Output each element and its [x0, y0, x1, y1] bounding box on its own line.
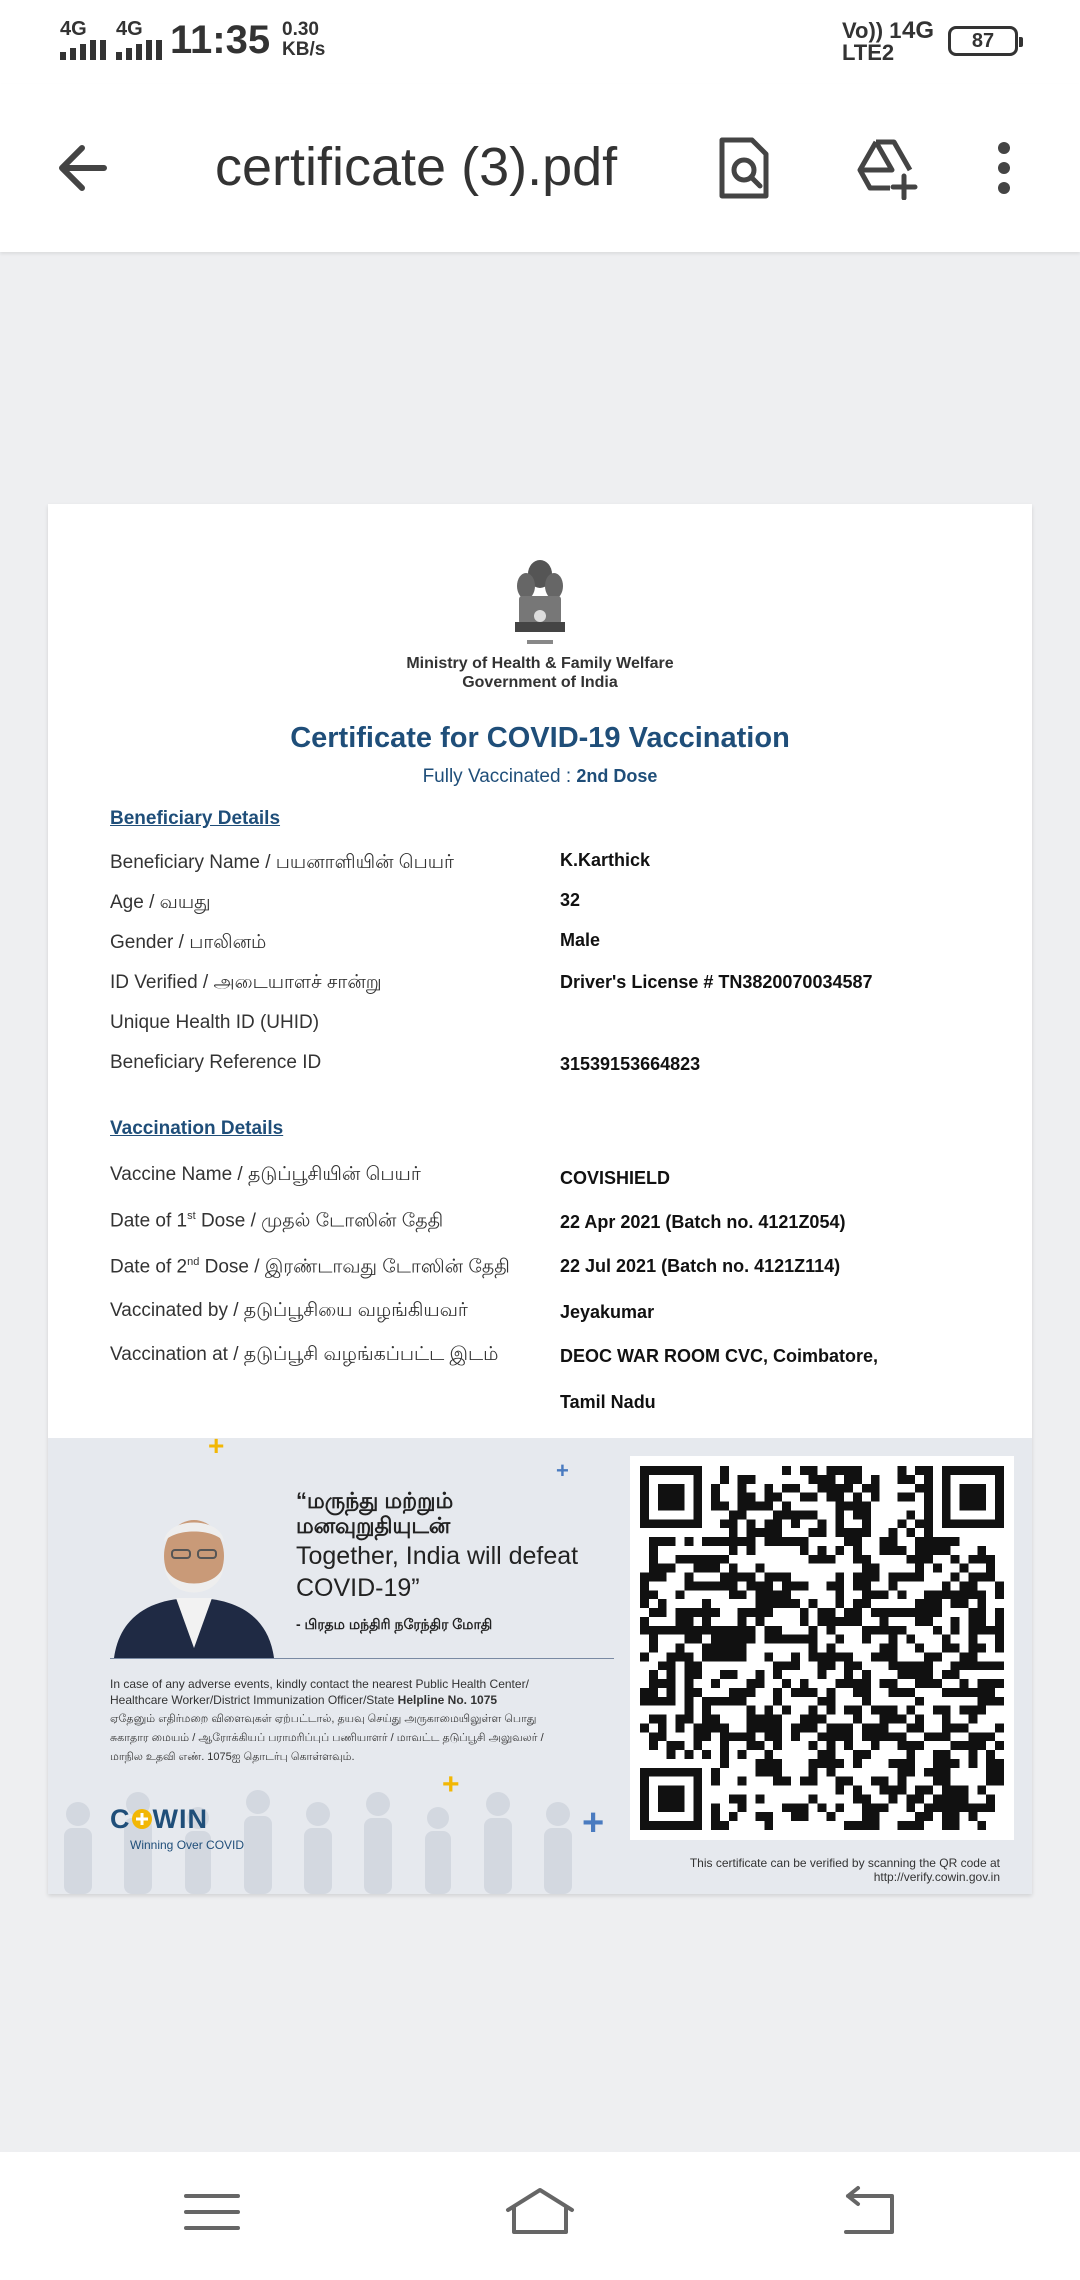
arrow-left-icon[interactable]	[52, 136, 116, 200]
vaccine-name-label: Vaccine Name / தடுப்பூசியின் பெயர்	[110, 1164, 421, 1185]
beneficiary-name-label: Beneficiary Name / பயனாளியின் பெயர்	[110, 852, 454, 873]
navigation-bar	[0, 2152, 1080, 2280]
vaccination-heading: Vaccination Details	[110, 1118, 284, 1139]
pdf-page[interactable]	[48, 504, 1032, 1894]
age-value: 32	[560, 890, 581, 910]
lte-label: LTE2	[842, 40, 895, 65]
reference-id-label: Beneficiary Reference ID	[110, 1052, 322, 1073]
dose1-label-post: Dose / முதல் டோஸின் தேதி	[195, 1210, 444, 1232]
dose1-label-pre: Date of 1	[110, 1210, 188, 1232]
sim2-network: 4G	[116, 18, 143, 40]
vaccination-status	[48, 766, 1032, 788]
battery-icon: 87	[948, 26, 1018, 56]
adverse-events-tamil-line1: ஏதேனும் எதிர்மறை விளைவுகள் ஏற்பட்டால், தயவு செய்து அருகாமையிலுள்ள பொது	[110, 1713, 537, 1725]
vaccine-name-value: COVISHIELD	[560, 1168, 671, 1188]
beneficiary-name-value: K.Karthick	[560, 850, 651, 870]
sim1-network: 4G	[60, 18, 87, 40]
adverse-events-tamil	[110, 1710, 620, 1767]
ministry-heading	[48, 654, 1032, 692]
quote-tamil-line1: “மருந்து மற்றும்	[296, 1488, 454, 1513]
adverse-events-english	[110, 1676, 620, 1708]
plus-decoration-icon: +	[556, 1458, 569, 1483]
volte-label: Vo)) 1	[842, 18, 902, 43]
quote-tamil	[296, 1488, 576, 1538]
cowin-logo-post: WIN	[152, 1804, 208, 1834]
dose2-label-pre: Date of 2	[110, 1256, 188, 1278]
id-verified-value: Driver's License # TN3820070034587	[560, 972, 873, 992]
banner-divider	[110, 1658, 614, 1659]
cowin-banner	[48, 1430, 1032, 1894]
vaccination-status-value: 2nd Dose	[576, 766, 658, 786]
dose2-label	[110, 1256, 510, 1280]
volte-indicator	[842, 20, 901, 64]
quote-english-line1: Together, India will defeat	[296, 1542, 579, 1570]
vaccination-status-label: Fully Vaccinated :	[422, 766, 572, 787]
quote-english-line2: COVID-19”	[296, 1574, 420, 1602]
plus-decoration-icon: +	[442, 1768, 460, 1801]
certificate-title: Certificate for COVID-19 Vaccination	[290, 722, 790, 754]
vaccination-at-value-line2: Tamil Nadu	[560, 1392, 656, 1412]
qr-code[interactable]	[630, 1456, 1014, 1840]
clock: 11:35	[170, 18, 271, 62]
ministry-line2: Government of India	[462, 674, 618, 691]
document-search-icon[interactable]	[712, 136, 776, 200]
dose2-value: 22 Jul 2021 (Batch no. 4121Z114)	[560, 1256, 841, 1276]
gender-label: Gender / பாலினம்	[110, 932, 267, 953]
cowin-logo	[110, 1804, 208, 1835]
network-speed	[282, 20, 325, 60]
network-speed-value: 0.30	[282, 19, 319, 40]
gender-value: Male	[560, 930, 601, 950]
uhid-label: Unique Health ID (UHID)	[110, 1012, 320, 1033]
cowin-tagline: Winning Over COVID	[130, 1838, 245, 1852]
dose1-label	[110, 1210, 443, 1234]
vaccinated-by-label: Vaccinated by / தடுப்பூசியை வழங்கியவர்	[110, 1300, 468, 1321]
vaccinated-by-value: Jeyakumar	[560, 1302, 655, 1322]
reference-id-value: 31539153664823	[560, 1054, 701, 1074]
verify-note-line1: This certificate can be verified by scanning the QR code at	[689, 1856, 1000, 1870]
more-vert-icon[interactable]	[984, 136, 1024, 200]
dose2-label-sup: nd	[187, 1256, 200, 1268]
adverse-events-tamil-line2: சுகாதார மையம் / ஆரோக்கியப் பராமரிப்புப் பணியாளர் / மாவட்ட தடுப்பூசி அலுவலர் /	[110, 1732, 544, 1744]
vaccination-at-value: DEOC WAR ROOM CVC, Coimbatore,	[560, 1346, 879, 1366]
status-bar	[0, 0, 1080, 84]
id-verified-label: ID Verified / அடையாளச் சான்று	[110, 972, 382, 993]
document-title: certificate (3).pdf	[215, 137, 618, 197]
home-icon[interactable]	[500, 2182, 580, 2242]
quote-attribution: - பிரதம மந்திரி நரேந்திர மோதி	[296, 1616, 493, 1632]
adverse-events-tamil-line3: மாநில உதவி எண். 1075ஐ தொடர்பு கொள்ளவும்.	[110, 1751, 355, 1763]
national-emblem-icon	[509, 556, 571, 652]
verify-note-line2: http://verify.cowin.gov.in	[873, 1870, 1000, 1884]
dose1-value: 22 Apr 2021 (Batch no. 4121Z054)	[560, 1212, 846, 1232]
adverse-events-english-line1: In case of any adverse events, kindly contact the nearest Public Health Center/	[110, 1677, 529, 1691]
cowin-plus-icon	[131, 1808, 153, 1830]
ministry-line1: Ministry of Health & Family Welfare	[406, 655, 674, 672]
back-nav-icon[interactable]	[828, 2182, 908, 2242]
network-speed-unit: KB/s	[282, 39, 326, 60]
dose2-label-post: Dose / இரண்டாவது டோஸின் தேதி	[199, 1256, 510, 1278]
cowin-logo-pre: C	[110, 1804, 131, 1834]
plus-decoration-icon: +	[208, 1430, 225, 1461]
quote-tamil-line2: மனவுறுதியுடன்	[296, 1513, 451, 1538]
qr-code-icon	[640, 1466, 1004, 1830]
adverse-events-english-line2: Healthcare Worker/District Immunization Officer/State	[110, 1693, 395, 1707]
verify-note	[640, 1856, 1000, 1884]
menu-icon[interactable]	[172, 2182, 252, 2242]
helpline-number: Helpline No. 1075	[397, 1693, 498, 1707]
app-bar	[0, 84, 1080, 252]
age-label: Age / வயது	[110, 892, 211, 913]
sim1-signal-icon	[60, 40, 106, 60]
sim2-signal-icon	[116, 40, 162, 60]
dose1-label-sup: st	[187, 1210, 196, 1222]
drive-add-icon[interactable]	[854, 136, 918, 200]
beneficiary-heading: Beneficiary Details	[110, 808, 281, 829]
prime-minister-photo	[114, 1498, 274, 1658]
plus-decoration-icon: +	[582, 1802, 605, 1844]
vaccination-at-label: Vaccination at / தடுப்பூசி வழங்கப்பட்ட இடம்	[110, 1344, 499, 1365]
net-type: 4G	[902, 17, 935, 44]
quote-english	[296, 1540, 606, 1604]
